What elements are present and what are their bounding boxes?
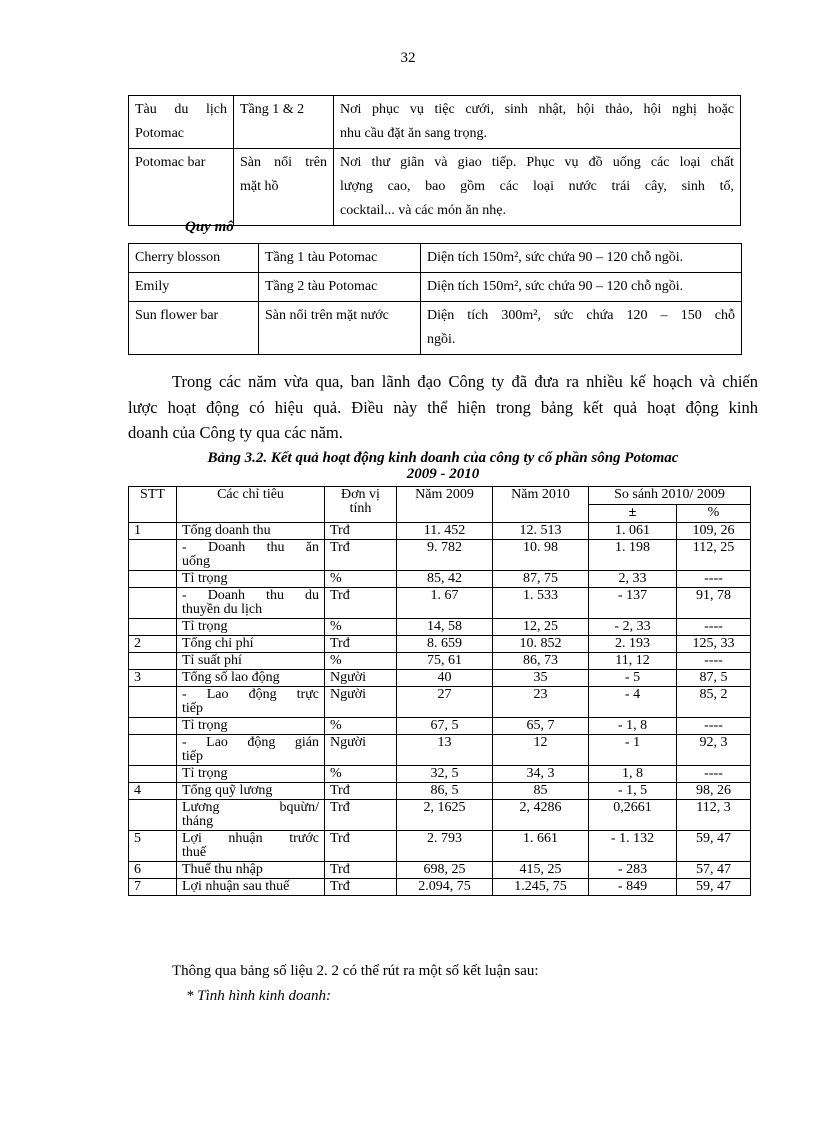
- header-year-2009: Năm 2009: [397, 487, 493, 523]
- cell-2010: 2, 4286: [493, 800, 589, 831]
- cell-unit: Người: [325, 735, 397, 766]
- cell-2009: 13: [397, 735, 493, 766]
- page-number: 32: [400, 50, 416, 66]
- cell-2009: 40: [397, 670, 493, 687]
- cell-2010: 23: [493, 687, 589, 718]
- venue-location: Tầng 1 & 2: [240, 102, 305, 117]
- indicator-line1: Tỉ suất phí: [182, 653, 242, 668]
- cell-difference: 1. 061: [589, 523, 677, 540]
- indicator-line1: Tỉ trọng: [182, 619, 228, 634]
- indicator-line2: uống: [182, 554, 210, 569]
- cell-2009: 85, 42: [397, 571, 493, 588]
- cell-unit: Người: [325, 687, 397, 718]
- cell-2010: 10. 98: [493, 540, 589, 571]
- indicator-line1: Tổng quỹ lương: [182, 783, 273, 798]
- header-comparison: So sánh 2010/ 2009: [589, 487, 751, 505]
- cell-indicator: [177, 766, 325, 783]
- indicator-line2: thuyền du lịch: [182, 602, 263, 617]
- cell-unit: %: [325, 619, 397, 636]
- indicator-line1: Thuế thu nhập: [182, 862, 263, 877]
- venue-name: Tàu du lịch: [135, 102, 227, 117]
- cell-stt: [129, 653, 177, 670]
- cell-indicator: [177, 619, 325, 636]
- scale-heading: Quy mô: [185, 219, 234, 235]
- cell-unit: Trđ: [325, 800, 397, 831]
- scale-desc: Diện tích 300m², sức chứa 120 – 150 chỗ: [427, 308, 735, 323]
- header-unit: [325, 487, 397, 523]
- table-row: [129, 831, 751, 862]
- table-row: [129, 653, 751, 670]
- cell-2009: 86, 5: [397, 783, 493, 800]
- cell-2009: 2. 793: [397, 831, 493, 862]
- cell-indicator: [177, 653, 325, 670]
- venue-name-cell: [129, 96, 234, 149]
- cell-2009: 2, 1625: [397, 800, 493, 831]
- paragraph-line: lược hoạt động có hiệu quả. Điều này thể hiện trong bảng kết quả hoạt động kinh: [128, 397, 758, 417]
- cell-stt: [129, 571, 177, 588]
- cell-percent: 125, 33: [677, 636, 751, 653]
- indicator-line1: Lợi nhuận sau thuế: [182, 879, 290, 894]
- cell-difference: 2, 33: [589, 571, 677, 588]
- indicator-line1: Lợi nhuận trước: [182, 831, 319, 846]
- table-row: [129, 687, 751, 718]
- indicator-line1: Lương bquừn/: [182, 800, 319, 815]
- scale-name: Cherry blosson: [129, 244, 259, 273]
- cell-2010: 34, 3: [493, 766, 589, 783]
- cell-percent: ----: [677, 619, 751, 636]
- cell-2009: 67, 5: [397, 718, 493, 735]
- cell-2009: 27: [397, 687, 493, 718]
- cell-indicator: [177, 783, 325, 800]
- indicator-line1: - Doanh thu du: [182, 588, 319, 603]
- cell-indicator: [177, 800, 325, 831]
- venue-desc-line1: Nơi phục vụ tiệc cưới, sinh nhật, hội thảo, hội nghị hoặc: [340, 102, 734, 117]
- cell-stt: [129, 718, 177, 735]
- venue-location-cell: [234, 96, 334, 149]
- cell-stt: [129, 619, 177, 636]
- header-unit-line1: Đơn vị: [341, 487, 380, 502]
- table-row: [129, 540, 751, 571]
- venue-location: Sàn nổi trên: [240, 155, 327, 170]
- venue-desc-line2: lượng cao, bao gồm các loại nước trái cây, sinh tố,: [340, 179, 734, 194]
- cell-indicator: [177, 735, 325, 766]
- cell-2009: 1. 67: [397, 588, 493, 619]
- table-row: [129, 96, 741, 149]
- paragraph-line: doanh của Công ty qua các năm.: [128, 423, 343, 442]
- cell-difference: - 137: [589, 588, 677, 619]
- cell-difference: - 4: [589, 687, 677, 718]
- cell-stt: 4: [129, 783, 177, 800]
- venue-location-cell: [234, 149, 334, 226]
- scale-desc: Diện tích 150m², sức chứa 90 – 120 chỗ ngồi.: [421, 244, 742, 273]
- table-row: [129, 571, 751, 588]
- cell-difference: 0,2661: [589, 800, 677, 831]
- cell-unit: %: [325, 718, 397, 735]
- venue-desc-cell: [334, 96, 741, 149]
- table-row: [129, 879, 751, 896]
- cell-difference: - 283: [589, 862, 677, 879]
- table-row: [129, 636, 751, 653]
- cell-stt: [129, 540, 177, 571]
- cell-difference: - 849: [589, 879, 677, 896]
- table-row: [129, 244, 742, 273]
- cell-percent: 112, 3: [677, 800, 751, 831]
- cell-stt: 1: [129, 523, 177, 540]
- cell-difference: - 1: [589, 735, 677, 766]
- cell-stt: 6: [129, 862, 177, 879]
- cell-2010: 86, 73: [493, 653, 589, 670]
- scale-desc: Diện tích 150m², sức chứa 90 – 120 chỗ ngồi.: [421, 273, 742, 302]
- cell-percent: ----: [677, 653, 751, 670]
- cell-difference: - 2, 33: [589, 619, 677, 636]
- table-row: [129, 302, 742, 355]
- cell-2009: 75, 61: [397, 653, 493, 670]
- cell-percent: 85, 2: [677, 687, 751, 718]
- table-row: [129, 735, 751, 766]
- cell-percent: 91, 78: [677, 588, 751, 619]
- cell-2010: 12, 25: [493, 619, 589, 636]
- header-year-2010: Năm 2010: [493, 487, 589, 523]
- cell-2009: 14, 58: [397, 619, 493, 636]
- table-caption: [128, 450, 758, 482]
- cell-2009: 2.094, 75: [397, 879, 493, 896]
- scale-location: Sàn nổi trên mặt nước: [259, 302, 421, 355]
- venue-name-line2: Potomac: [135, 126, 184, 141]
- cell-2010: 415, 25: [493, 862, 589, 879]
- cell-indicator: [177, 879, 325, 896]
- header-percent: %: [677, 505, 751, 523]
- cell-indicator: [177, 687, 325, 718]
- venue-table: [128, 95, 741, 226]
- caption-line2: 2009 - 2010: [406, 466, 480, 482]
- indicator-line2: tiếp: [182, 701, 203, 716]
- cell-indicator: [177, 862, 325, 879]
- header-indicators: Các chỉ tiêu: [177, 487, 325, 523]
- cell-percent: 57, 47: [677, 862, 751, 879]
- cell-unit: Trđ: [325, 831, 397, 862]
- business-situation-heading: * Tình hình kinh doanh:: [186, 988, 331, 1004]
- cell-2009: 9. 782: [397, 540, 493, 571]
- table-row: [129, 619, 751, 636]
- cell-percent: 59, 47: [677, 879, 751, 896]
- cell-percent: 98, 26: [677, 783, 751, 800]
- cell-percent: ----: [677, 718, 751, 735]
- cell-unit: Trđ: [325, 523, 397, 540]
- cell-stt: [129, 687, 177, 718]
- cell-2010: 12: [493, 735, 589, 766]
- header-stt: STT: [129, 487, 177, 523]
- table-row: [129, 588, 751, 619]
- table-row: [129, 670, 751, 687]
- cell-percent: 92, 3: [677, 735, 751, 766]
- cell-2010: 10. 852: [493, 636, 589, 653]
- indicator-line1: Tổng số lao động: [182, 670, 280, 685]
- cell-percent: ----: [677, 766, 751, 783]
- indicator-line1: - Lao động trực: [182, 687, 319, 702]
- table-row: [129, 718, 751, 735]
- cell-percent: 112, 25: [677, 540, 751, 571]
- cell-2010: 35: [493, 670, 589, 687]
- table-header-row: [129, 487, 751, 505]
- paragraph-line: Trong các năm vừa qua, ban lãnh đạo Công ty đã đưa ra nhiều kế hoạch và chiến: [172, 372, 758, 391]
- cell-unit: Trđ: [325, 879, 397, 896]
- indicator-line1: Tỉ trọng: [182, 571, 228, 586]
- header-unit-line2: tính: [349, 501, 372, 516]
- cell-2010: 85: [493, 783, 589, 800]
- intro-paragraph: [128, 369, 758, 446]
- cell-unit: Trđ: [325, 783, 397, 800]
- table-row: [129, 783, 751, 800]
- cell-stt: [129, 735, 177, 766]
- cell-difference: - 5: [589, 670, 677, 687]
- indicator-line1: Tỉ trọng: [182, 718, 228, 733]
- indicator-line1: - Lao động gián: [182, 735, 319, 750]
- conclusion-intro: Thông qua bảng số liệu 2. 2 có thể rút ra một số kết luận sau:: [172, 963, 539, 979]
- cell-unit: %: [325, 653, 397, 670]
- cell-2009: 8. 659: [397, 636, 493, 653]
- cell-difference: 1. 198: [589, 540, 677, 571]
- cell-indicator: [177, 571, 325, 588]
- indicator-line1: Tổng doanh thu: [182, 523, 271, 538]
- cell-2010: 1.245, 75: [493, 879, 589, 896]
- cell-indicator: [177, 636, 325, 653]
- cell-unit: Người: [325, 670, 397, 687]
- cell-stt: [129, 766, 177, 783]
- caption-line1: Bảng 3.2. Kết quả hoạt động kinh doanh của công ty cổ phần sông Potomac: [207, 450, 679, 466]
- cell-stt: 3: [129, 670, 177, 687]
- header-difference: ±: [589, 505, 677, 523]
- cell-stt: 7: [129, 879, 177, 896]
- venue-name: Potomac bar: [135, 155, 206, 170]
- cell-indicator: [177, 670, 325, 687]
- scale-table: [128, 243, 742, 355]
- table-row: [129, 766, 751, 783]
- cell-difference: - 1. 132: [589, 831, 677, 862]
- scale-desc-cell: [421, 302, 742, 355]
- cell-difference: 2. 193: [589, 636, 677, 653]
- cell-2009: 32, 5: [397, 766, 493, 783]
- venue-desc-line1: Nơi thư giãn và giao tiếp. Phục vụ đồ uống các loại chất: [340, 155, 734, 170]
- cell-indicator: [177, 588, 325, 619]
- cell-percent: 59, 47: [677, 831, 751, 862]
- indicator-line2: tiếp: [182, 749, 203, 764]
- cell-unit: Trđ: [325, 588, 397, 619]
- cell-percent: 87, 5: [677, 670, 751, 687]
- scale-location: Tầng 2 tàu Potomac: [259, 273, 421, 302]
- cell-2010: 65, 7: [493, 718, 589, 735]
- cell-2010: 87, 75: [493, 571, 589, 588]
- cell-2009: 11. 452: [397, 523, 493, 540]
- table-row: [129, 149, 741, 226]
- table-row: [129, 523, 751, 540]
- cell-difference: - 1, 8: [589, 718, 677, 735]
- venue-desc-cell: [334, 149, 741, 226]
- cell-indicator: [177, 540, 325, 571]
- venue-name-cell: [129, 149, 234, 226]
- cell-2009: 698, 25: [397, 862, 493, 879]
- scale-location: Tầng 1 tàu Potomac: [259, 244, 421, 273]
- cell-unit: Trđ: [325, 540, 397, 571]
- venue-desc-line3: cocktail... và các món ăn nhẹ.: [340, 203, 506, 218]
- cell-percent: ----: [677, 571, 751, 588]
- cell-stt: 2: [129, 636, 177, 653]
- table-row: [129, 273, 742, 302]
- table-row: [129, 800, 751, 831]
- cell-unit: %: [325, 571, 397, 588]
- cell-unit: Trđ: [325, 636, 397, 653]
- cell-2010: 12. 513: [493, 523, 589, 540]
- cell-unit: %: [325, 766, 397, 783]
- cell-difference: 1, 8: [589, 766, 677, 783]
- cell-percent: 109, 26: [677, 523, 751, 540]
- cell-stt: [129, 800, 177, 831]
- scale-desc-line2: ngồi.: [427, 332, 456, 347]
- cell-2010: 1. 661: [493, 831, 589, 862]
- venue-desc-line2: nhu cầu đặt ăn sang trọng.: [340, 126, 487, 141]
- cell-2010: 1. 533: [493, 588, 589, 619]
- cell-indicator: [177, 718, 325, 735]
- venue-location-line2: mặt hồ: [240, 179, 279, 194]
- cell-unit: Trđ: [325, 862, 397, 879]
- table-row: [129, 862, 751, 879]
- business-results-table: [128, 486, 751, 896]
- indicator-line1: Tổng chi phí: [182, 636, 254, 651]
- scale-name: Emily: [129, 273, 259, 302]
- indicator-line1: - Doanh thu ăn: [182, 540, 319, 555]
- indicator-line2: thuế: [182, 845, 207, 860]
- cell-indicator: [177, 523, 325, 540]
- cell-difference: - 1, 5: [589, 783, 677, 800]
- cell-difference: 11, 12: [589, 653, 677, 670]
- indicator-line2: tháng: [182, 814, 214, 829]
- cell-stt: [129, 588, 177, 619]
- scale-name: Sun flower bar: [129, 302, 259, 355]
- cell-stt: 5: [129, 831, 177, 862]
- cell-indicator: [177, 831, 325, 862]
- indicator-line1: Tỉ trọng: [182, 766, 228, 781]
